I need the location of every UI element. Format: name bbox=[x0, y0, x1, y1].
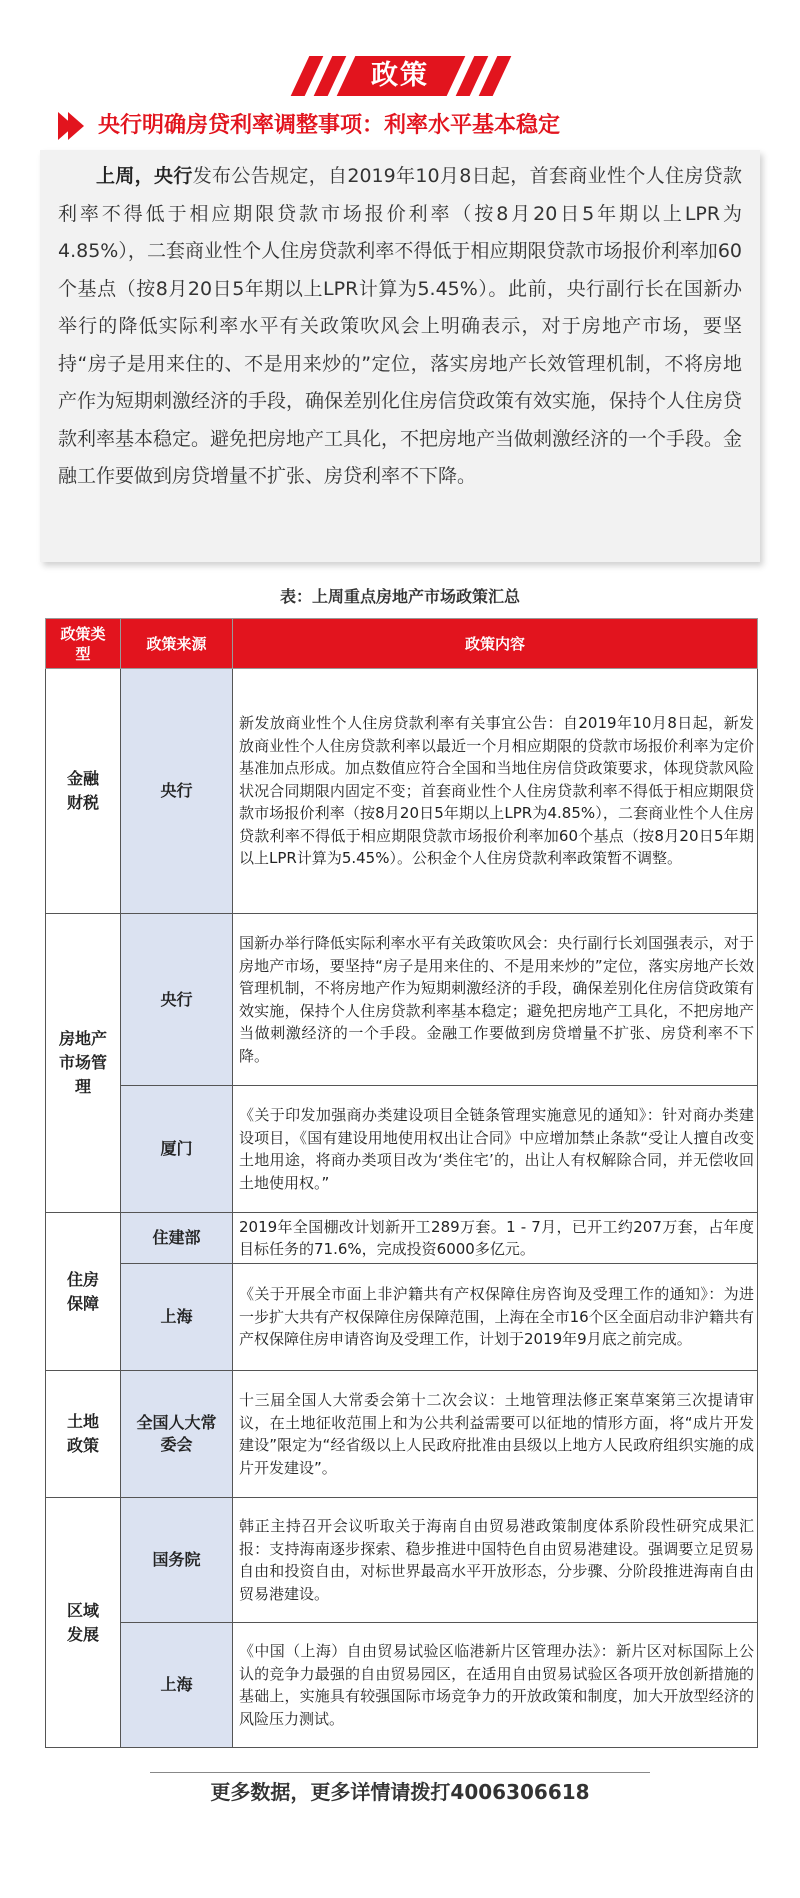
policy-source-cell: 全国人大常委会 bbox=[121, 1371, 233, 1498]
intro-body: 发布公告规定，自2019年10月8日起，首套商业性个人住房贷款利率不得低于相应期限贷款市场报价利率（按8月20日5年期以上LPR为4.85%），二套商业性个人住房贷款利率不得低于相应期限贷款市场报价利率加60个基点（按8月20日5年期以上LPR计算为5.45%）。此前，央行副行长在国新办举行的降低实际利率水平有关政策吹风会上明确表示，对于房地产市场，要坚持“房子是用来住的、不是用来炒的”定位，落实房地产长效管理机制，不将房地产作为短期刺激经济的手段，确保差别化住房信贷政策有效实施，保持个人住房贷款利率基本稳定。避免把房地产工具化，不把房地产当做刺激经济的一个手段。金融工作要做到房贷增量不扩张、房贷利率不下降。 bbox=[58, 165, 743, 487]
policy-type-cell: 区域发展 bbox=[46, 1498, 121, 1748]
header-policy-source: 政策来源 bbox=[121, 619, 233, 669]
policy-type-cell: 金融财税 bbox=[46, 669, 121, 914]
table-row bbox=[46, 1371, 758, 1498]
header-policy-type: 政策类型 bbox=[46, 619, 121, 669]
table-header-row bbox=[46, 619, 758, 669]
double-arrow-icon bbox=[68, 112, 84, 140]
table-caption: 表：上周重点房地产市场政策汇总 bbox=[279, 587, 520, 606]
policy-source-cell: 国务院 bbox=[121, 1498, 233, 1623]
intro-lead-1: 上周， bbox=[96, 165, 155, 187]
table-row bbox=[46, 1086, 758, 1213]
headline-text: 央行明确房贷利率调整事项：利率水平基本稳定 bbox=[98, 113, 561, 138]
policy-content-cell: 《关于印发加强商办类建设项目全链条管理实施意见的通知》：针对商办类建设项目，《国有建设用地使用权出让合同》中应增加禁止条款“受让人擅自改变土地用途，将商办类项目改为‘类住宅’的，出让人有权解除合同，并无偿收回土地使用权。” bbox=[233, 1086, 758, 1213]
policy-content-cell: 新发放商业性个人住房贷款利率有关事宜公告：自2019年10月8日起，新发放商业性个人住房贷款利率以最近一个月相应期限的贷款市场报价利率为定价基准加点形成。加点数值应符合全国和当地住房信贷政策要求，体现贷款风险状况合同期限内固定不变；首套商业性个人住房贷款利率不得低于相应期限贷款市场报价利率（按8月20日5年期以上LPR为4.85%），二套商业性个人住房贷款利率不得低于相应期限贷款市场报价利率加60个基点（按8月20日5年期以上LPR计算为5.45%）。公积金个人住房贷款利率政策暂不调整。 bbox=[233, 669, 758, 914]
policy-type-cell: 土地政策 bbox=[46, 1371, 121, 1498]
headline bbox=[58, 108, 758, 144]
table-row bbox=[46, 1213, 758, 1264]
policy-source-cell: 厦门 bbox=[121, 1086, 233, 1213]
intro-box bbox=[40, 150, 760, 562]
table-row bbox=[46, 1264, 758, 1371]
policy-content-cell: 韩正主持召开会议听取关于海南自由贸易港政策制度体系阶段性研究成果汇报：支持海南逐步探索、稳步推进中国特色自由贸易港建设。强调要立足贸易自由和投资自由，对标世界最高水平开放形态，分步骤、分阶段推进海南自由贸易港建设。 bbox=[233, 1498, 758, 1623]
intro-lead-2: 央行 bbox=[154, 165, 193, 187]
policy-type-cell: 住房保障 bbox=[46, 1213, 121, 1371]
policy-source-cell: 央行 bbox=[121, 914, 233, 1086]
policy-content-cell: 2019年全国棚改计划新开工289万套。1 - 7月，已开工约207万套，占年度目标任务的71.6%，完成投资6000多亿元。 bbox=[233, 1213, 758, 1264]
policy-content-cell: 《关于开展全市面上非沪籍共有产权保障住房咨询及受理工作的通知》：为进一步扩大共有产权保障住房保障范围，上海在全市16个区全面启动非沪籍共有产权保障住房申请咨询及受理工作，计划于2019年9月底之前完成。 bbox=[233, 1264, 758, 1371]
policy-content-cell: 国新办举行降低实际利率水平有关政策吹风会：央行副行长刘国强表示，对于房地产市场，要坚持“房子是用来住的、不是用来炒的”定位，落实房地产长效管理机制，不将房地产作为短期刺激经济的手段，确保差别化住房信贷政策有效实施，保持个人住房贷款利率基本稳定；避免把房地产工具化，不把房地产当做刺激经济的一个手段。金融工作要做到房贷增量不扩张、房贷利率不下降。 bbox=[233, 914, 758, 1086]
policy-source-cell: 住建部 bbox=[121, 1213, 233, 1264]
policy-type-cell: 房地产市场管理 bbox=[46, 914, 121, 1213]
policy-content-cell: 十三届全国人大常委会第十二次会议：土地管理法修正案草案第三次提请审议，在土地征收范围上和为公共利益需要可以征地的情形方面，将“成片开发建设”限定为“经省级以上人民政府批准由县级以上地方人民政府组织实施的成片开发建设”。 bbox=[233, 1371, 758, 1498]
policy-source-cell: 上海 bbox=[121, 1623, 233, 1748]
policy-table bbox=[45, 618, 758, 1748]
policy-content-cell: 《中国（上海）自由贸易试验区临港新片区管理办法》：新片区对标国际上公认的竞争力最强的自由贸易园区，在适用自由贸易试验区各项开放创新措施的基础上，实施具有较强国际市场竞争力的开放政策和制度，加大开放型经济的风险压力测试。 bbox=[233, 1623, 758, 1748]
table-row bbox=[46, 669, 758, 914]
intro-paragraph bbox=[58, 158, 742, 496]
section-banner bbox=[0, 48, 800, 104]
policy-source-cell: 上海 bbox=[121, 1264, 233, 1371]
table-row bbox=[46, 1498, 758, 1623]
header-policy-content: 政策内容 bbox=[233, 619, 758, 669]
policy-source-cell: 央行 bbox=[121, 669, 233, 914]
footer-divider bbox=[150, 1772, 650, 1773]
table-row bbox=[46, 1623, 758, 1748]
footer-contact: 更多数据，更多详情请拨打4006306618 bbox=[210, 1780, 590, 1804]
section-title: 政策 bbox=[371, 60, 429, 91]
table-row bbox=[46, 914, 758, 1086]
